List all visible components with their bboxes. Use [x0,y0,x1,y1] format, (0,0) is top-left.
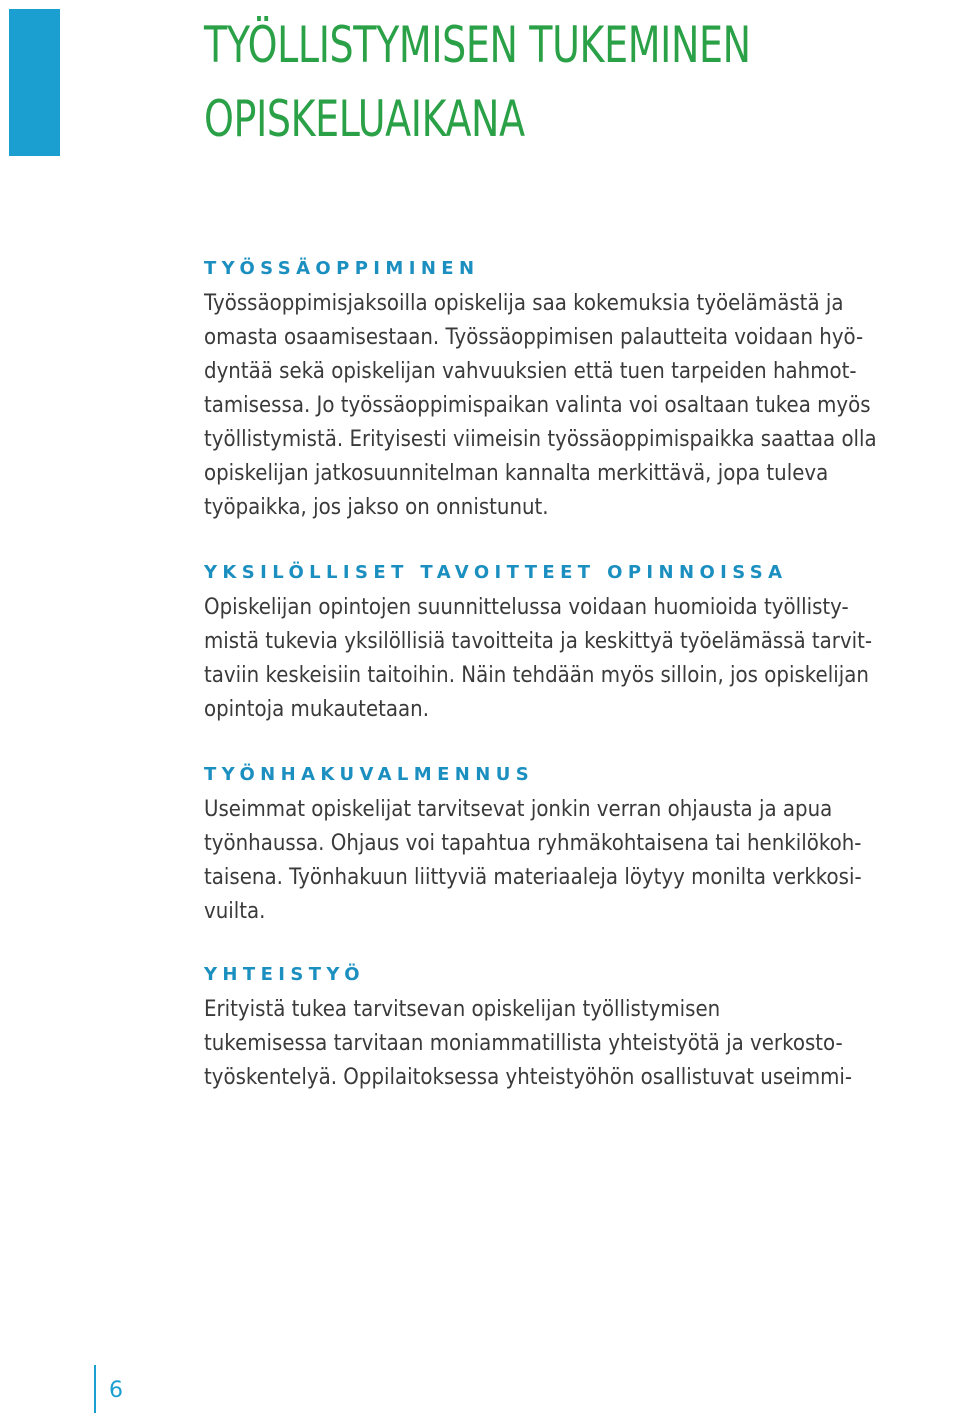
body-line: tukemisessa tarvitaan moniammatillista yhteistyötä ja verkosto- [204,1031,843,1056]
accent-bar [9,9,60,156]
body-line: työllistymistä. Erityisesti viimeisin työssäoppimispaikka saattaa olla [204,427,877,452]
section-yksilolliset-tavoitteet [204,562,960,727]
section-body [204,993,960,1095]
body-line: mistä tukevia yksilöllisiä tavoitteita ja keskittyä työelämässä tarvit- [204,629,873,654]
body-line: vuilta. [204,899,266,924]
section-heading: TYÖNHAKUVALMENNUS [204,764,535,785]
section-body [204,793,960,929]
page-title-line-2: OPISKELUAIKANA [204,90,525,148]
body-line: taviin keskeisiin taitoihin. Näin tehdään myös silloin, jos opiskelijan [204,663,869,688]
body-line: opintoja mukautetaan. [204,697,429,722]
body-line: Opiskelijan opintojen suunnittelussa voidaan huomioida työllisty- [204,595,849,620]
body-line: taisena. Työnhakuun liittyviä materiaaleja löytyy monilta verkkosi- [204,865,862,890]
section-tyonhakuvalmennus [204,764,960,929]
page-title-line-1: TYÖLLISTYMISEN TUKEMINEN [204,16,751,74]
page-number-rule [94,1365,96,1413]
section-heading: TYÖSSÄOPPIMINEN [204,258,480,279]
body-line: Työssäoppimisjaksoilla opiskelija saa kokemuksia työelämästä ja [204,291,844,316]
body-line: tamisessa. Jo työssäoppimispaikan valinta voi osaltaan tukea myös [204,393,871,418]
page-title [204,8,751,156]
body-line: työnhaussa. Ohjaus voi tapahtua ryhmäkohtaisena tai henkilökoh- [204,831,862,856]
section-body [204,591,960,727]
section-body [204,287,960,525]
body-line: dyntää sekä opiskelijan vahvuuksien että tuen tarpeiden hahmot- [204,359,857,384]
section-heading: YKSILÖLLISET TAVOITTEET OPINNOISSA [204,562,788,583]
body-line: Erityistä tukea tarvitsevan opiskelijan työllistymisen [204,997,721,1022]
section-tyossaoppiminen [204,258,960,525]
body-line: työskentelyä. Oppilaitoksessa yhteistyöhön osallistuvat useimmi- [204,1065,853,1090]
body-line: Useimmat opiskelijat tarvitsevat jonkin verran ohjausta ja apua [204,797,833,822]
body-line: omasta osaamisestaan. Työssäoppimisen palautteita voidaan hyö- [204,325,864,350]
section-heading: YHTEISTYÖ [204,964,365,985]
body-line: opiskelijan jatkosuunnitelman kannalta merkittävä, jopa tuleva [204,461,829,486]
body-line: työpaikka, jos jakso on onnistunut. [204,495,549,520]
section-yhteistyo [204,964,960,1095]
page-number: 6 [109,1378,123,1403]
